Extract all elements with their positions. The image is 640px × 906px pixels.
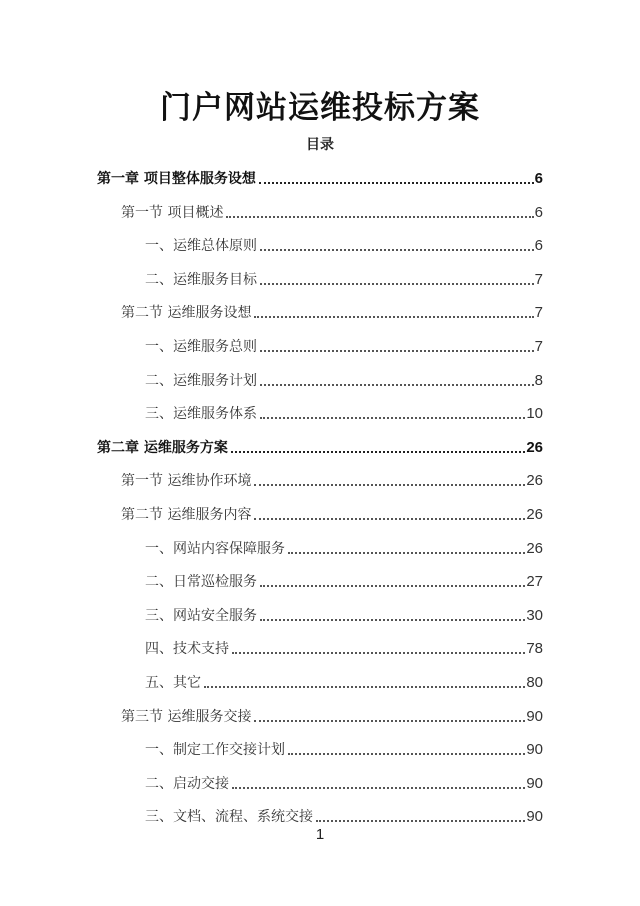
- dot-leader: [232, 652, 525, 654]
- toc-entry-label: 四、技术支持: [145, 641, 229, 658]
- toc-entry-page: 8: [534, 371, 543, 389]
- toc-entry-label: 第二节 运维服务内容: [121, 507, 252, 523]
- toc-entry-page: 90: [526, 808, 543, 826]
- toc-entry-label: 一、网站内容保障服务: [145, 540, 285, 557]
- toc-entry-page: 78: [526, 640, 543, 658]
- toc-entry[interactable]: [121, 202, 543, 224]
- toc-entry[interactable]: [121, 302, 543, 324]
- dot-leader: [288, 552, 525, 554]
- toc-entry-page: 26: [526, 506, 543, 523]
- dot-leader: [254, 316, 533, 318]
- toc-entry-page: 26: [526, 438, 543, 456]
- toc-entry[interactable]: [145, 235, 543, 257]
- toc-entry-label: 第一章 项目整体服务设想: [97, 171, 256, 187]
- toc-entry-page: 6: [534, 237, 543, 255]
- page-number: 1: [315, 826, 325, 843]
- toc-entry[interactable]: [121, 470, 543, 492]
- toc-entry[interactable]: [145, 538, 543, 560]
- toc-entry-page: 7: [534, 270, 543, 288]
- toc-entry[interactable]: [97, 168, 543, 190]
- toc-entry-page: 7: [534, 304, 543, 322]
- toc-entry-label: 第二章 运维服务方案: [97, 439, 228, 456]
- toc-entry-label: 三、运维服务体系: [145, 406, 257, 423]
- toc-entry-page: 26: [526, 539, 543, 557]
- toc-entry-page: 27: [526, 573, 543, 591]
- toc-entry-label: 一、制定工作交接计划: [145, 742, 285, 759]
- toc-entry-page: 6: [534, 203, 543, 221]
- toc-entry-label: 第一节 运维协作环境: [121, 473, 252, 490]
- dot-leader: [254, 518, 525, 520]
- toc-entry[interactable]: [145, 605, 543, 627]
- dot-leader: [260, 585, 525, 587]
- dot-leader: [232, 787, 525, 789]
- toc-entry[interactable]: [145, 672, 543, 694]
- toc-entry-label: 一、运维总体原则: [145, 238, 257, 255]
- toc-entry-page: 26: [526, 472, 543, 490]
- toc-entry[interactable]: [145, 638, 543, 660]
- toc-entry-label: 一、运维服务总则: [145, 339, 257, 355]
- dot-leader: [254, 720, 525, 722]
- toc-entry[interactable]: [121, 504, 543, 526]
- toc-entry-page: 30: [526, 606, 543, 624]
- document-title: 门户网站运维投标方案: [160, 90, 480, 126]
- dot-leader: [260, 249, 534, 251]
- toc-entry-page: 90: [526, 707, 543, 725]
- toc-entry[interactable]: [121, 706, 543, 728]
- dot-leader: [260, 417, 525, 419]
- toc-entry-page: 90: [526, 774, 543, 792]
- dot-leader: [260, 283, 534, 285]
- dot-leader: [231, 451, 525, 453]
- toc-entry[interactable]: [145, 370, 543, 392]
- toc-entry-page: 90: [526, 741, 543, 759]
- dot-leader: [226, 216, 533, 218]
- toc-entry-label: 第一节 项目概述: [121, 204, 224, 221]
- toc-entry-label: 二、运维服务目标: [145, 271, 257, 288]
- dot-leader: [254, 484, 525, 486]
- toc-entry-label: 二、运维服务计划: [145, 372, 257, 389]
- toc-entry[interactable]: [145, 336, 543, 358]
- toc-entry-label: 二、日常巡检服务: [145, 574, 257, 591]
- toc-entry-page: 10: [526, 405, 543, 423]
- toc-heading: 目录: [306, 137, 334, 153]
- dot-leader: [260, 350, 534, 352]
- dot-leader: [204, 686, 525, 688]
- toc-entry-page: 6: [534, 170, 543, 187]
- toc-entry-label: 三、文档、流程、系统交接: [145, 809, 313, 826]
- toc-entry-label: 第三节 运维服务交接: [121, 708, 252, 725]
- dot-leader: [259, 182, 534, 184]
- dot-leader: [316, 820, 525, 822]
- toc-entry-label: 二、启动交接: [145, 775, 229, 792]
- toc-entry[interactable]: [145, 773, 543, 795]
- toc-entry[interactable]: [145, 269, 543, 291]
- toc-entry-label: 三、网站安全服务: [145, 607, 257, 624]
- dot-leader: [260, 384, 534, 386]
- dot-leader: [260, 619, 525, 621]
- toc-entry[interactable]: [145, 739, 543, 761]
- toc-entry-label: 第二节 运维服务设想: [121, 305, 252, 322]
- toc-entry[interactable]: [145, 403, 543, 425]
- toc-entry-label: 五、其它: [145, 675, 201, 691]
- toc-entry-page: 7: [534, 338, 543, 355]
- dot-leader: [288, 753, 525, 755]
- toc-entry[interactable]: [97, 437, 543, 459]
- toc-entry-page: 80: [526, 674, 543, 691]
- toc-entry[interactable]: [145, 571, 543, 593]
